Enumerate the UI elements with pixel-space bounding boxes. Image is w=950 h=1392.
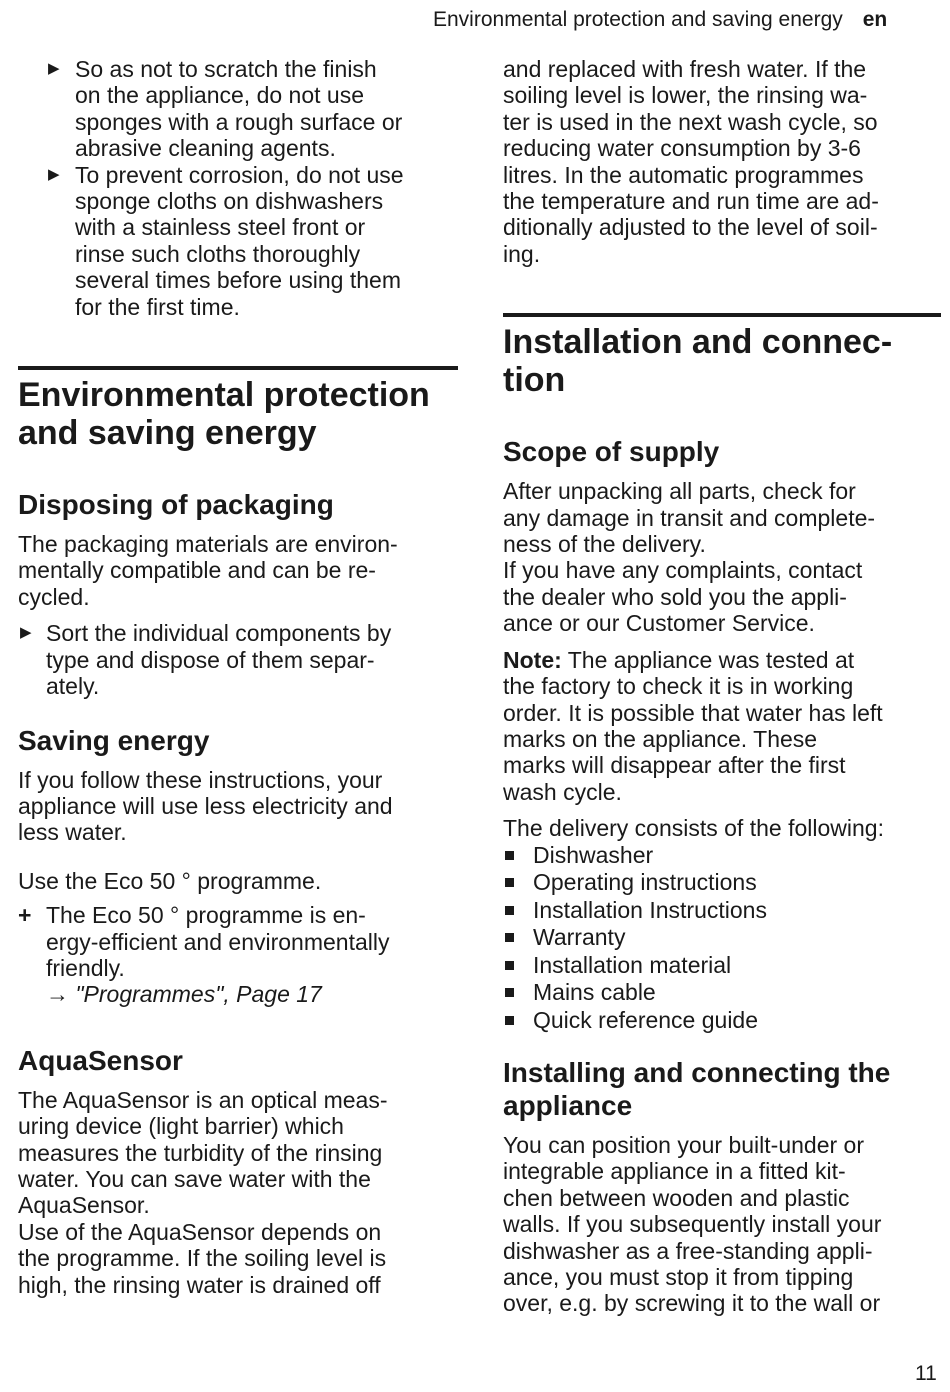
section-rule	[503, 313, 941, 317]
text-line: dishwasher as a free-standing appli-	[503, 1237, 873, 1264]
list-item	[503, 869, 941, 897]
paragraph	[18, 531, 458, 610]
text-line: Use of the AquaSensor depends on	[18, 1218, 382, 1245]
list-item	[503, 1007, 941, 1035]
text-line: ance, you must stop it from tipping	[503, 1264, 854, 1291]
right-column	[503, 56, 941, 1317]
text-line: friendly.	[46, 954, 125, 981]
bullet-line: rinse such cloths thoroughly	[75, 240, 361, 267]
text-line: order. It is possible that water has left	[503, 699, 883, 726]
subsection-title: Scope of supply	[503, 436, 720, 468]
text-line: mentally compatible and can be re-	[18, 557, 376, 584]
text-line: ergy-efficient and environmentally	[46, 928, 390, 955]
title-line: appliance	[503, 1090, 633, 1122]
paragraph: Use the Eco 50 ° programme.	[18, 867, 322, 894]
bullet-line: for the first time.	[75, 293, 240, 320]
text-line: The AquaSensor is an optical meas-	[18, 1086, 388, 1113]
subsection-title	[503, 1056, 941, 1122]
paragraph	[503, 478, 941, 636]
triangle-bullet-icon: ▶	[20, 624, 32, 642]
text-line: You can position your built-under or	[503, 1132, 864, 1159]
left-column	[18, 56, 458, 1298]
text-line: ing.	[503, 240, 541, 267]
bullet-line: abrasive cleaning agents.	[75, 135, 336, 162]
bullet-line: sponge cloths on dishwashers	[75, 188, 384, 215]
list-item	[18, 162, 458, 320]
section-title	[18, 376, 458, 452]
text-line: marks on the appliance. These	[503, 725, 818, 752]
text-line: the temperature and run time are ad-	[503, 188, 879, 215]
bullet-line: To prevent corrosion, do not use	[75, 161, 404, 188]
plus-icon: +	[18, 902, 32, 929]
triangle-bullet-icon: ▶	[48, 165, 60, 183]
arrow-right-icon: →	[46, 981, 76, 1008]
bullet-line: ately.	[46, 673, 100, 700]
paragraph: The delivery consists of the following:	[503, 815, 884, 842]
text-line: measures the turbidity of the rinsing	[18, 1139, 383, 1166]
text-line: The packaging materials are environ-	[18, 531, 398, 558]
list-item-text: Quick reference guide	[533, 1006, 759, 1033]
title-line: Installing and connecting the	[503, 1057, 891, 1089]
square-bullet-icon	[505, 878, 514, 887]
paragraph	[18, 1087, 458, 1298]
paragraph	[503, 56, 941, 267]
cross-reference[interactable]	[46, 981, 458, 1007]
list-item-text: Dishwasher	[533, 841, 654, 868]
text-line: integrable appliance in a fitted kit-	[503, 1158, 846, 1185]
section-title	[503, 323, 941, 399]
advantage-item	[18, 902, 458, 1008]
text-line: If you follow these instructions, your	[18, 766, 383, 793]
text-line: wash cycle.	[503, 778, 622, 805]
title-line: Environmental protection	[18, 376, 430, 415]
text-line: If you have any complaints, contact	[503, 557, 863, 584]
text-line: soiling level is lower, the rinsing wa-	[503, 82, 868, 109]
text-line: chen between wooden and plastic	[503, 1184, 850, 1211]
delivery-list	[503, 842, 941, 1035]
list-item-text: Warranty	[533, 924, 626, 951]
text-line: the factory to check it is in working	[503, 673, 854, 700]
section-rule	[18, 366, 458, 370]
text-line: After unpacking all parts, check for	[503, 478, 856, 505]
subsection-title: AquaSensor	[18, 1044, 183, 1076]
list-item	[503, 979, 941, 1007]
list-item-text: Operating instructions	[533, 869, 757, 896]
list-item-text: Mains cable	[533, 979, 656, 1006]
bullet-line: with a stainless steel front or	[75, 214, 366, 241]
paragraph	[18, 767, 458, 846]
bullet-line: So as not to scratch the finish	[75, 56, 377, 82]
text-line: less water.	[18, 819, 127, 846]
text-line: cycled.	[18, 583, 90, 610]
text-line: any damage in transit and complete-	[503, 504, 876, 531]
header-title: Environmental protection and saving energy	[433, 8, 843, 31]
text-line: uring device (light barrier) which	[18, 1113, 344, 1140]
text-line: ter is used in the next wash cycle, so	[503, 108, 878, 135]
bullet-line: on the appliance, do not use	[75, 82, 365, 109]
bullet-line: several times before using them	[75, 267, 401, 294]
text-line: water. You can save water with the	[18, 1165, 371, 1192]
text-line: the dealer who sold you the appli-	[503, 583, 847, 610]
title-line: tion	[503, 361, 566, 400]
list-item-text: Installation Instructions	[533, 896, 767, 923]
cross-reference-text[interactable]: "Programmes", Page 17	[75, 981, 322, 1008]
list-item	[503, 952, 941, 980]
language-code: en	[862, 8, 888, 31]
square-bullet-icon	[505, 988, 514, 997]
bullet-line: sponges with a rough surface or	[75, 108, 403, 135]
bullet-line: type and dispose of them separ-	[46, 646, 375, 673]
page-number: 11	[915, 1362, 937, 1385]
text-line: appliance will use less electricity and	[18, 792, 393, 819]
list-item	[18, 56, 458, 162]
text-line: walls. If you subsequently install your	[503, 1211, 882, 1238]
square-bullet-icon	[505, 933, 514, 942]
list-item	[503, 897, 941, 925]
triangle-bullet-icon: ▶	[48, 60, 60, 77]
text-line: AquaSensor.	[18, 1192, 150, 1219]
text-line: the programme. If the soiling level is	[18, 1245, 387, 1272]
note-paragraph	[503, 647, 941, 805]
title-line: Installation and connec-	[503, 323, 893, 362]
square-bullet-icon	[505, 961, 514, 970]
square-bullet-icon	[505, 1016, 514, 1025]
text-line: reducing water consumption by 3-6	[503, 135, 861, 162]
square-bullet-icon	[505, 906, 514, 915]
text-line: marks will disappear after the first	[503, 752, 846, 779]
text-line: and replaced with fresh water. If the	[503, 56, 867, 82]
running-header	[433, 8, 887, 32]
text-line: ance or our Customer Service.	[503, 610, 815, 637]
paragraph	[503, 1132, 941, 1317]
list-item	[18, 620, 458, 699]
text-line: The appliance was tested at	[561, 646, 855, 673]
list-item	[503, 842, 941, 870]
list-item	[503, 924, 941, 952]
note-label: Note:	[503, 646, 562, 673]
text-line: litres. In the automatic programmes	[503, 161, 864, 188]
text-line: ditionally adjusted to the level of soil-	[503, 214, 878, 241]
subsection-title: Saving energy	[18, 724, 210, 756]
square-bullet-icon	[505, 851, 514, 860]
list-item-text: Installation material	[533, 951, 732, 978]
text-line: The Eco 50 ° programme is en-	[46, 902, 366, 929]
subsection-title: Disposing of packaging	[18, 489, 334, 521]
text-line: over, e.g. by screwing it to the wall or	[503, 1290, 881, 1317]
text-line: high, the rinsing water is drained off	[18, 1271, 381, 1298]
bullet-line: Sort the individual components by	[46, 620, 392, 647]
title-line: and saving energy	[18, 414, 317, 453]
text-line: ness of the delivery.	[503, 531, 706, 558]
